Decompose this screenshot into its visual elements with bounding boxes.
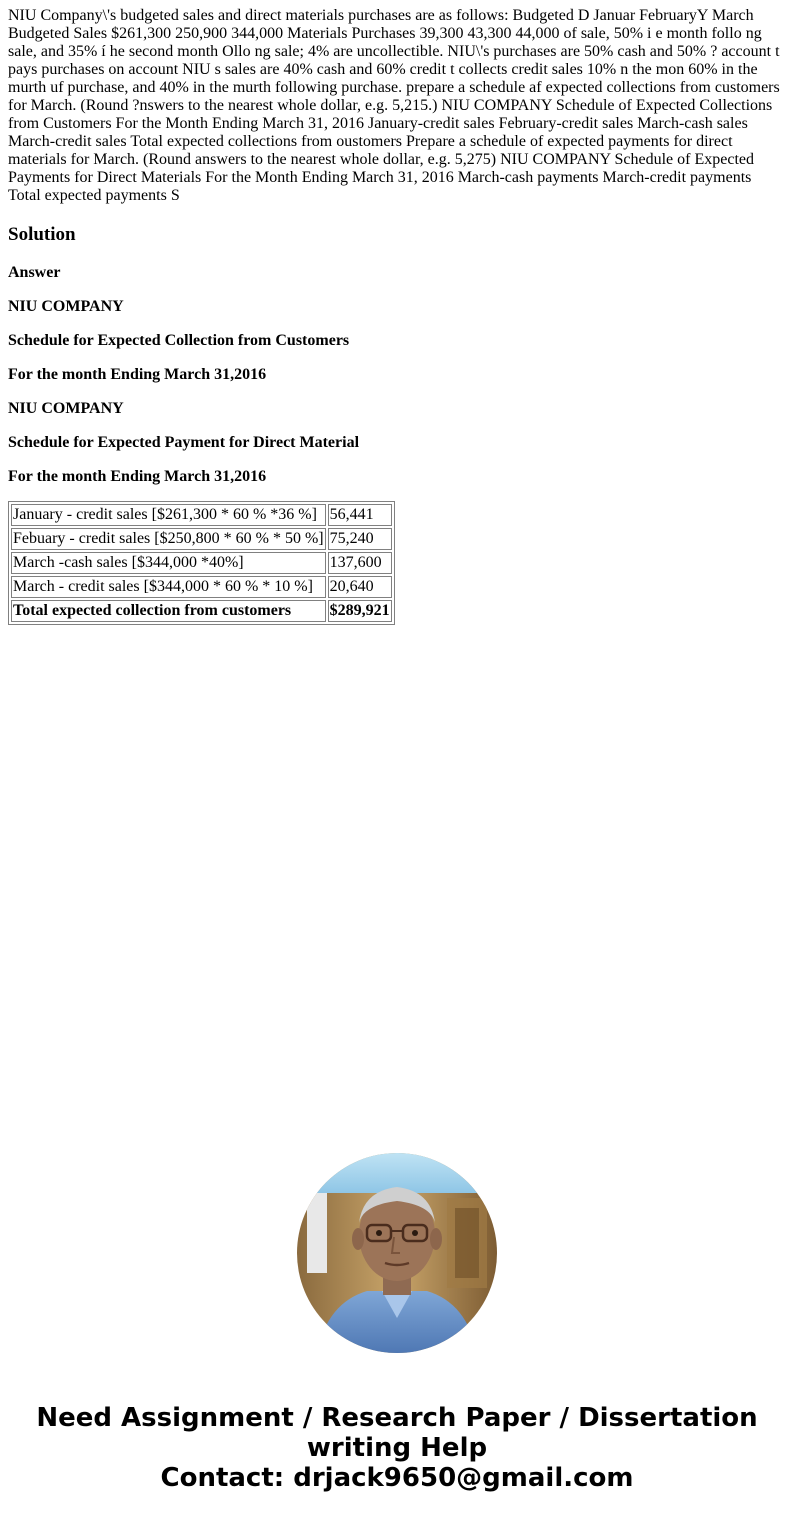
total-row bbox=[11, 600, 392, 622]
row-label: Febuary - credit sales [$250,800 * 60 % * 50 %] bbox=[11, 528, 326, 550]
schedule-title-payments: Schedule for Expected Payment for Direct Material bbox=[8, 434, 360, 451]
footer-contact: Contact: drjack9650@gmail.com bbox=[160, 1463, 634, 1493]
collections-table bbox=[8, 501, 395, 625]
answer-label: Answer bbox=[8, 264, 61, 281]
table-row bbox=[11, 504, 392, 526]
row-value: 56,441 bbox=[328, 504, 392, 526]
company-name-payments: NIU COMPANY bbox=[8, 400, 124, 417]
footer-banner bbox=[0, 1403, 794, 1493]
footer-line-1: Need Assignment / Research Paper / Dissertation bbox=[36, 1403, 758, 1433]
row-value: 20,640 bbox=[328, 576, 392, 598]
person-photo-avatar bbox=[297, 1153, 497, 1353]
avatar-illustration bbox=[297, 1153, 497, 1353]
row-label: January - credit sales [$261,300 * 60 % *36 %] bbox=[11, 504, 326, 526]
total-label: Total expected collection from customers bbox=[11, 600, 326, 622]
period-payments: For the month Ending March 31,2016 bbox=[8, 468, 267, 485]
row-label: March -cash sales [$344,000 *40%] bbox=[11, 552, 326, 574]
schedule-title-collections: Schedule for Expected Collection from Customers bbox=[8, 332, 350, 349]
company-name-collections: NIU COMPANY bbox=[8, 298, 124, 315]
question-text: NIU Company\'s budgeted sales and direct materials purchases are as follows: Budgeted D Januar FebruaryY March Budgeted Sales $261,300 250,900 344,000 Materials Purchases 39,300 43,300 44,000 of sale, 50% i e month follo ng sale, and 35% í he second month Ollo ng sale; 4% are uncollectible. NIU\'s purchases are 50% cash and 50% ? account t pays purchases on account NIU s sales are 40% cash and 60% credit t collects credit sales 10% n the mon 60% in the murth uf purchase, and 40% in the murth following purchase. prepare a schedule af expected collections from customers for March. (Round ?nswers to the nearest whole dollar, e.g. 5,215.) NIU COMPANY Schedule of Expected Collections from Customers For the Month Ending March 31, 2016 January-credit sales February-credit sales March-cash sales March-credit sales Total expected collections from oustomers Prepare a schedule of expected payments for direct materials for March. (Round answers to the nearest whole dollar, e.g. 5,275) NIU COMPANY Schedule of Expected Payments for Direct Materials For the Month Ending March 31, 2016 March-cash payments March-credit payments Total expected payments S bbox=[8, 7, 780, 204]
period-collections: For the month Ending March 31,2016 bbox=[8, 366, 267, 383]
row-label: March - credit sales [$344,000 * 60 % * 10 %] bbox=[11, 576, 326, 598]
table-row bbox=[11, 552, 392, 574]
row-value: 137,600 bbox=[328, 552, 392, 574]
table-row bbox=[11, 528, 392, 550]
footer-line-2: writing Help bbox=[306, 1433, 488, 1463]
solution-heading: Solution bbox=[8, 224, 76, 245]
row-value: 75,240 bbox=[328, 528, 392, 550]
total-value: $289,921 bbox=[328, 600, 392, 622]
page-content bbox=[8, 7, 786, 625]
table-row bbox=[11, 576, 392, 598]
